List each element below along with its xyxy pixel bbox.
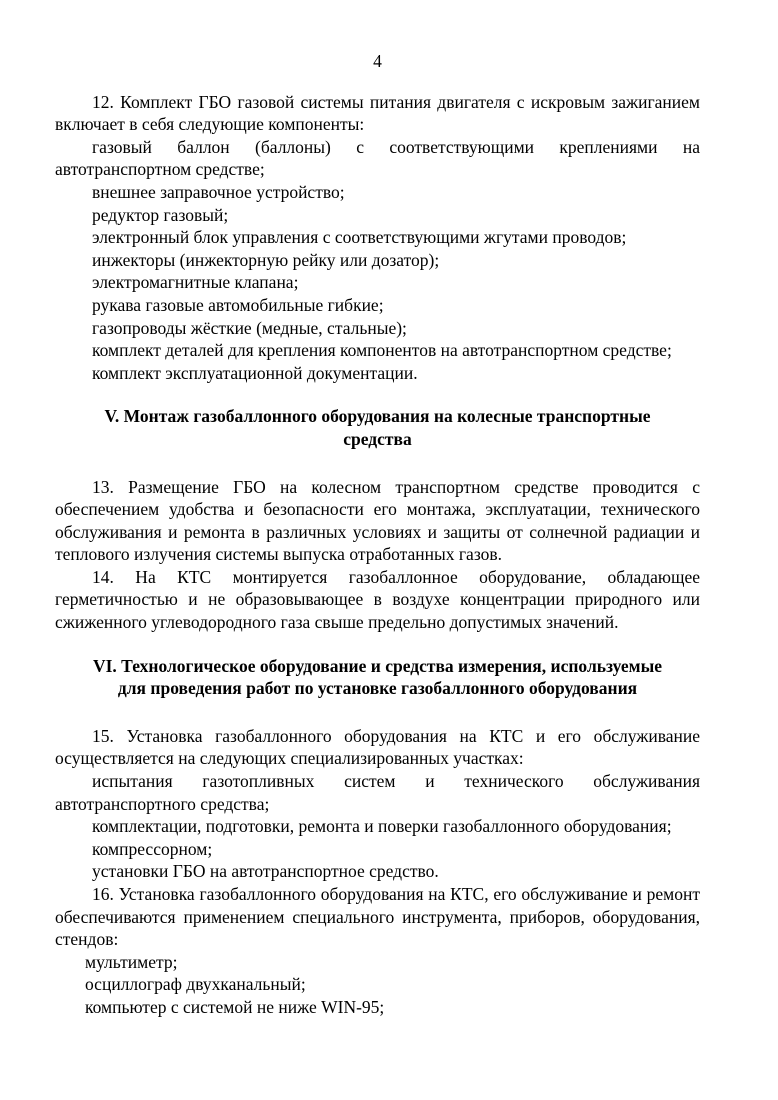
item-14-paragraph: 14. На КТС монтируется газобаллонное оборудование, обладающее герметичностью и не образовывающее в воздухе концентрации природного или сжиженного углеводородного газа свыше предельно допустимых значений. bbox=[55, 566, 700, 633]
component-item: комплект деталей для крепления компонентов на автотранспортном средстве; bbox=[92, 340, 672, 361]
item-16-paragraph: 16. Установка газобаллонного оборудования на КТС, его обслуживание и ремонт обеспечиваются применением специального инструмента, приборов, оборудования, стендов: bbox=[55, 884, 700, 950]
component-item: внешнее заправочное устройство; bbox=[92, 181, 345, 202]
equipment-item: мультиметр; bbox=[85, 951, 178, 972]
component-item: электромагнитные клапана; bbox=[92, 272, 299, 293]
site-item: комплектации, подготовки, ремонта и поверки газобаллонного оборудования; bbox=[92, 816, 672, 837]
section-6-heading-line-2: для проведения работ по установке газобаллонного оборудования bbox=[117, 678, 638, 699]
component-item: рукава газовые автомобильные гибкие; bbox=[92, 294, 384, 315]
component-item: газопроводы жёсткие (медные, стальные); bbox=[92, 317, 407, 338]
section-5-heading bbox=[55, 405, 700, 450]
component-item: комплект эксплуатационной документации. bbox=[92, 362, 418, 383]
section-6-heading-line-1: VI. Технологическое оборудование и средства измерения, используемые bbox=[92, 655, 663, 676]
component-item: редуктор газовый; bbox=[92, 204, 229, 225]
section-6-heading bbox=[55, 655, 700, 700]
item-15-paragraph: 15. Установка газобаллонного оборудования на КТС и его обслуживание осуществляется на следующих специализированных участках: bbox=[55, 725, 700, 769]
component-item: газовый баллон (баллоны) с соответствующими креплениями на автотранспортном средстве; bbox=[55, 136, 700, 180]
item-12-intro: 12. Комплект ГБО газовой системы питания двигателя с искровым зажиганием включает в себя следующие компоненты: bbox=[55, 91, 700, 135]
site-item: установки ГБО на автотранспортное средство. bbox=[92, 861, 439, 882]
equipment-item: осциллограф двухканальный; bbox=[85, 974, 306, 995]
site-item: испытания газотопливных систем и технического обслуживания автотранспортного средства; bbox=[55, 771, 700, 814]
component-item: инжекторы (инжекторную рейку или дозатор); bbox=[92, 249, 440, 270]
section-5-heading-line-1: V. Монтаж газобаллонного оборудования на колесные транспортные bbox=[104, 406, 651, 427]
item-13-paragraph: 13. Размещение ГБО на колесном транспортном средстве проводится с обеспечением удобства и безопасности его монтажа, эксплуатации, технического обслуживания и ремонта в различных условиях и защиты от солнечной радиации и теплового излучения системы выпуска отработанных газов. bbox=[55, 476, 700, 565]
page-number: 4 bbox=[373, 51, 382, 71]
equipment-item: компьютер с системой не ниже WIN-95; bbox=[85, 996, 385, 1017]
site-item: компрессорном; bbox=[92, 838, 213, 859]
document-page bbox=[55, 50, 700, 1019]
section-5-heading-line-2: средства bbox=[343, 428, 412, 449]
component-item: электронный блок управления с соответствующими жгутами проводов; bbox=[92, 227, 627, 248]
